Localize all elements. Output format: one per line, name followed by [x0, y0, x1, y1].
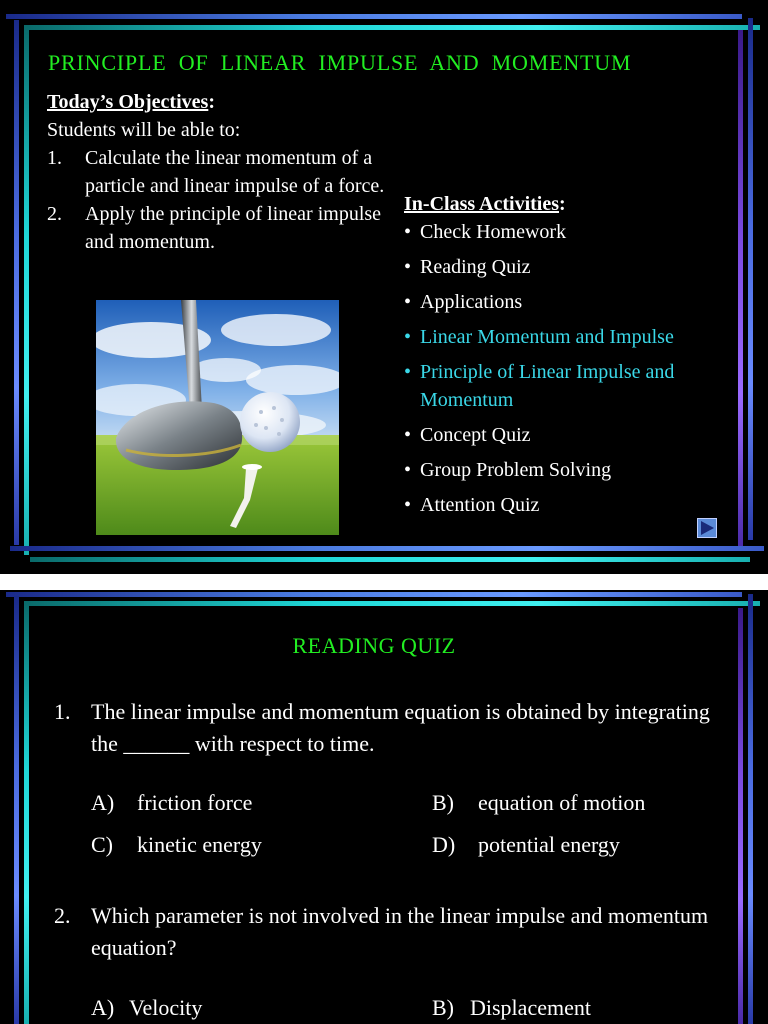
answer-option[interactable]: [432, 832, 620, 858]
objective-item: [47, 200, 392, 256]
option-text: equation of motion: [478, 790, 646, 815]
bullet: •: [404, 424, 412, 446]
activity-text: Concept Quiz: [420, 424, 531, 446]
frame-bar-right-purple: [738, 30, 743, 550]
objective-text: Calculate the linear momentum of a particle and linear impulse of a force.: [85, 147, 385, 197]
frame-bar-left-blue: [14, 20, 19, 545]
frame-bar-right-blue: [748, 594, 753, 1024]
activities-heading-colon: :: [559, 193, 566, 215]
objective-number: 2.: [47, 203, 62, 225]
bullet: •: [404, 361, 412, 383]
next-slide-button[interactable]: [697, 518, 717, 538]
quiz-title: READING QUIZ: [292, 633, 456, 658]
frame-bar-bottom-blue: [10, 546, 764, 551]
activity-item-highlighted: [404, 323, 734, 351]
objectives-intro: Students will be able to:: [47, 119, 241, 141]
frame-bar-left-cyan: [24, 601, 29, 1024]
activity-text: Reading Quiz: [420, 256, 531, 278]
activity-text: Attention Quiz: [420, 494, 540, 516]
option-letter: A): [91, 995, 115, 1020]
activity-item: [404, 421, 734, 449]
activity-text: Applications: [420, 291, 523, 313]
frame-bar-top-cyan: [24, 25, 760, 30]
quiz-question-1: [54, 696, 734, 760]
activities-list: [404, 218, 734, 519]
frame-bar-left-blue: [14, 596, 19, 1024]
objective-number: 1.: [47, 147, 62, 169]
activity-item: [404, 456, 734, 484]
frame-bar-top-blue: [6, 592, 742, 597]
activities-heading: [404, 190, 734, 218]
objective-text: Apply the principle of linear impulse and momentum.: [85, 203, 382, 253]
question-number: 1.: [54, 699, 71, 724]
question-number: 2.: [54, 903, 71, 928]
golf-club-ball-photo: [96, 300, 339, 535]
objective-item: [47, 144, 392, 200]
activity-item: [404, 491, 734, 519]
frame-bar-left-cyan: [24, 25, 29, 555]
option-letter: B): [432, 995, 454, 1020]
bullet: •: [404, 221, 412, 243]
answer-option[interactable]: [432, 995, 591, 1021]
frame-bar-right-blue: [748, 18, 753, 540]
slide-reading-quiz: [0, 590, 768, 1024]
frame-bar-bottom-cyan: [30, 557, 750, 562]
frame-bar-top-cyan: [24, 601, 760, 606]
bullet: •: [404, 459, 412, 481]
answer-option[interactable]: [432, 790, 645, 816]
activities-section: [404, 190, 734, 526]
answer-option[interactable]: [91, 790, 252, 816]
activity-item: [404, 218, 734, 246]
activity-item-highlighted: [404, 358, 734, 414]
option-letter: C): [91, 832, 113, 857]
option-text: kinetic energy: [137, 832, 262, 857]
activity-text: Check Homework: [420, 221, 567, 243]
option-text: Displacement: [470, 995, 591, 1020]
golf-photo-illustration: [96, 300, 339, 535]
activity-text: Linear Momentum and Impulse: [420, 326, 674, 348]
bullet: •: [404, 326, 412, 348]
objectives-heading-colon: :: [208, 91, 215, 113]
option-letter: B): [432, 790, 454, 815]
bullet: •: [404, 256, 412, 278]
activity-item: [404, 288, 734, 316]
option-letter: D): [432, 832, 456, 857]
bullet: •: [404, 494, 412, 516]
bullet: •: [404, 291, 412, 313]
slide-title: PRINCIPLE OF LINEAR IMPULSE AND MOMENTUM: [48, 50, 632, 75]
question-text: The linear impulse and momentum equation is obtained by integrating the ______ with respect to time.: [91, 699, 710, 756]
objectives-section: [47, 88, 392, 256]
play-triangle-icon: [698, 519, 716, 537]
frame-bar-right-purple: [738, 608, 743, 1024]
option-text: potential energy: [478, 832, 620, 857]
question-text: Which parameter is not involved in the linear impulse and momentum equation?: [91, 903, 709, 960]
frame-bar-top-blue: [6, 14, 742, 19]
activities-heading-text: In-Class Activities: [404, 193, 559, 215]
option-text: Velocity: [129, 995, 203, 1020]
answer-option[interactable]: [91, 995, 202, 1021]
activity-text: Group Problem Solving: [420, 459, 612, 481]
activity-item: [404, 253, 734, 281]
activity-text: Principle of Linear Impulse and Momentum: [420, 361, 675, 411]
option-text: friction force: [137, 790, 253, 815]
answer-option[interactable]: [91, 832, 262, 858]
objectives-heading-text: Today’s Objectives: [47, 91, 209, 113]
quiz-question-2: [54, 900, 734, 964]
option-letter: A): [91, 790, 115, 815]
objectives-heading: [47, 88, 392, 116]
objectives-list: [47, 144, 392, 256]
